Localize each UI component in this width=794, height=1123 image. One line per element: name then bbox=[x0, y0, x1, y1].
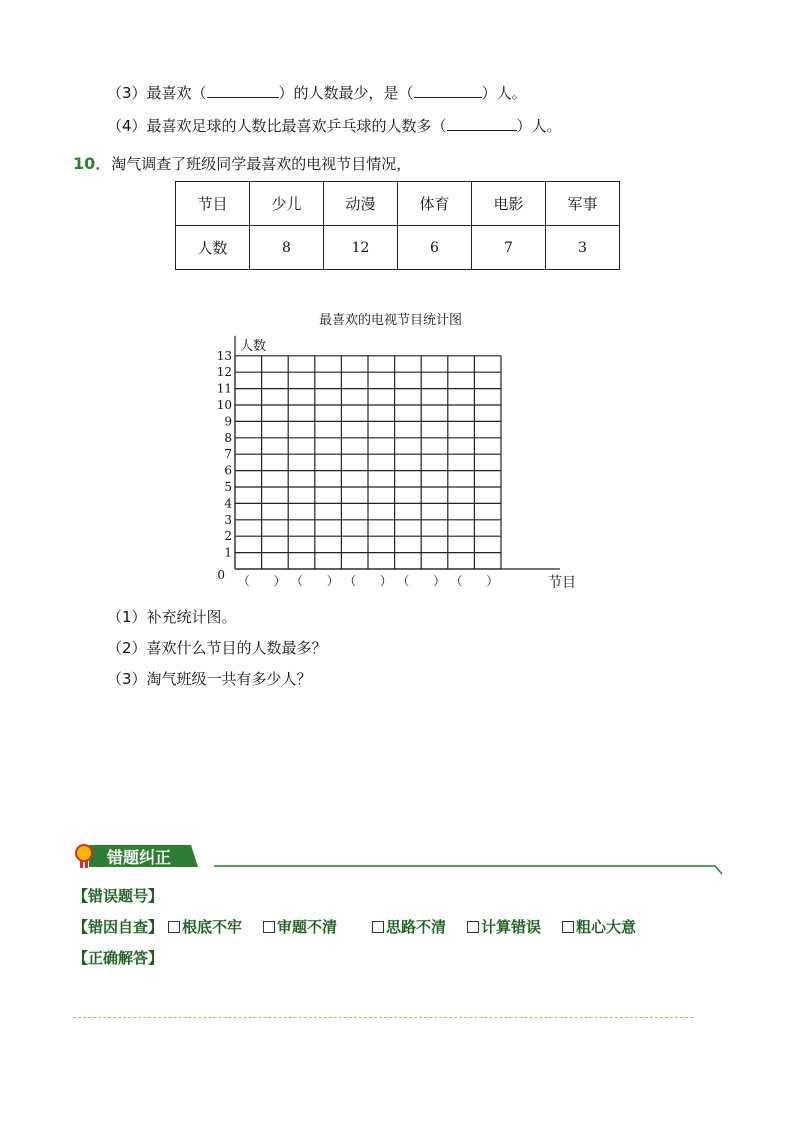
table-row bbox=[176, 226, 620, 270]
y-tick-label: 6 bbox=[224, 463, 232, 478]
option-checkbox-4[interactable] bbox=[562, 916, 636, 937]
table-cell: 少儿 bbox=[250, 182, 324, 226]
q9-line4-part-b: ）人。 bbox=[516, 117, 562, 135]
q10-sub-3: （3）淘气班级一共有多少人？ bbox=[107, 670, 312, 688]
bottom-dashed-divider bbox=[73, 1017, 693, 1018]
option-label: 思路不清 bbox=[386, 918, 447, 936]
option-checkbox-3[interactable] bbox=[467, 916, 541, 937]
question-number: 10． bbox=[73, 154, 112, 173]
table-cell: 7 bbox=[472, 226, 546, 270]
y-tick-label: 5 bbox=[224, 480, 232, 494]
error-cause-label: 【错因自查】 bbox=[73, 918, 164, 936]
q9-line-3 bbox=[107, 82, 527, 103]
q9-line3-part-c: ）人。 bbox=[481, 84, 527, 102]
option-label: 审题不清 bbox=[277, 918, 338, 936]
option-checkbox-1[interactable] bbox=[263, 916, 337, 937]
y-tick-label: 11 bbox=[216, 381, 232, 396]
table-row bbox=[176, 182, 620, 226]
error-number-label: 【错误题号】 bbox=[73, 887, 164, 905]
q10-sub-2: （2）喜欢什么节目的人数最多？ bbox=[107, 639, 327, 657]
x-category-label: （ ） bbox=[397, 574, 446, 588]
y-axis-label: 人数 bbox=[240, 338, 267, 354]
y-tick-label: 8 bbox=[224, 430, 232, 445]
option-label: 计算错误 bbox=[481, 918, 542, 936]
x-category-label: （ ） bbox=[450, 574, 499, 588]
table-cell: 6 bbox=[398, 226, 472, 270]
table-cell: 体育 bbox=[398, 182, 472, 226]
x-category-label: （ ） bbox=[343, 574, 393, 588]
table-cell: 动漫 bbox=[324, 182, 398, 226]
option-checkbox-0[interactable] bbox=[168, 916, 242, 937]
q9-line3-part-a: （3）最喜欢（ bbox=[107, 84, 207, 102]
data-table bbox=[175, 181, 620, 270]
answer-blank[interactable] bbox=[414, 83, 482, 98]
q10-sub-1: （1）补充统计图。 bbox=[107, 608, 237, 626]
table-cell: 节目 bbox=[176, 182, 250, 226]
medal-ribbon-icon bbox=[80, 860, 83, 868]
q10-heading bbox=[73, 151, 411, 174]
y-tick-label: 13 bbox=[216, 348, 232, 363]
x-axis-label: 节目 bbox=[548, 575, 576, 591]
error-section-title: 错题纠正 bbox=[107, 848, 172, 867]
answer-blank[interactable] bbox=[447, 116, 517, 131]
y-tick-label: 10 bbox=[216, 398, 232, 412]
error-section-badge bbox=[73, 842, 198, 874]
table-cell: 人数 bbox=[176, 226, 250, 270]
y-tick-label: 3 bbox=[224, 512, 232, 527]
q9-line4-part-a: （4）最喜欢足球的人数比最喜欢乒乓球的人数多（ bbox=[107, 117, 447, 135]
error-cause-row bbox=[73, 916, 163, 937]
checkbox-icon[interactable] bbox=[467, 921, 479, 933]
section-divider bbox=[210, 860, 725, 878]
x-category-label: （ ） bbox=[237, 574, 286, 588]
correct-answer-label: 【正确解答】 bbox=[73, 949, 164, 967]
chart-title: 最喜欢的电视节目统计图 bbox=[319, 313, 463, 328]
question-text: 淘气调查了班级同学最喜欢的电视节目情况， bbox=[111, 155, 412, 173]
table-cell: 电影 bbox=[472, 182, 546, 226]
x-category-label: （ ） bbox=[290, 574, 339, 588]
y-tick-label: 2 bbox=[224, 529, 232, 544]
checkbox-icon[interactable] bbox=[372, 921, 384, 933]
answer-blank[interactable] bbox=[207, 83, 279, 98]
y-tick-label: 7 bbox=[224, 447, 232, 462]
table-cell: 12 bbox=[324, 226, 398, 270]
y-tick-label: 4 bbox=[224, 496, 232, 511]
q9-line-4 bbox=[107, 115, 562, 136]
q9-line3-part-b: ）的人数最少，是（ bbox=[278, 84, 414, 102]
y-tick-label: 12 bbox=[216, 365, 232, 380]
checkbox-icon[interactable] bbox=[263, 921, 275, 933]
option-label: 根底不牢 bbox=[182, 918, 243, 936]
medal-ribbon-icon bbox=[85, 860, 88, 868]
medal-icon bbox=[76, 845, 92, 861]
y-tick-label: 9 bbox=[224, 414, 232, 429]
checkbox-icon[interactable] bbox=[168, 921, 180, 933]
y-tick-label: 1 bbox=[224, 545, 232, 560]
bar-chart-grid[interactable] bbox=[200, 330, 600, 595]
table-cell: 军事 bbox=[546, 182, 620, 226]
option-label: 粗心大意 bbox=[576, 918, 637, 936]
table-cell: 8 bbox=[250, 226, 324, 270]
table-cell: 3 bbox=[546, 226, 620, 270]
option-checkbox-2[interactable] bbox=[372, 916, 446, 937]
y-tick-label: 0 bbox=[217, 568, 225, 582]
checkbox-icon[interactable] bbox=[562, 921, 574, 933]
